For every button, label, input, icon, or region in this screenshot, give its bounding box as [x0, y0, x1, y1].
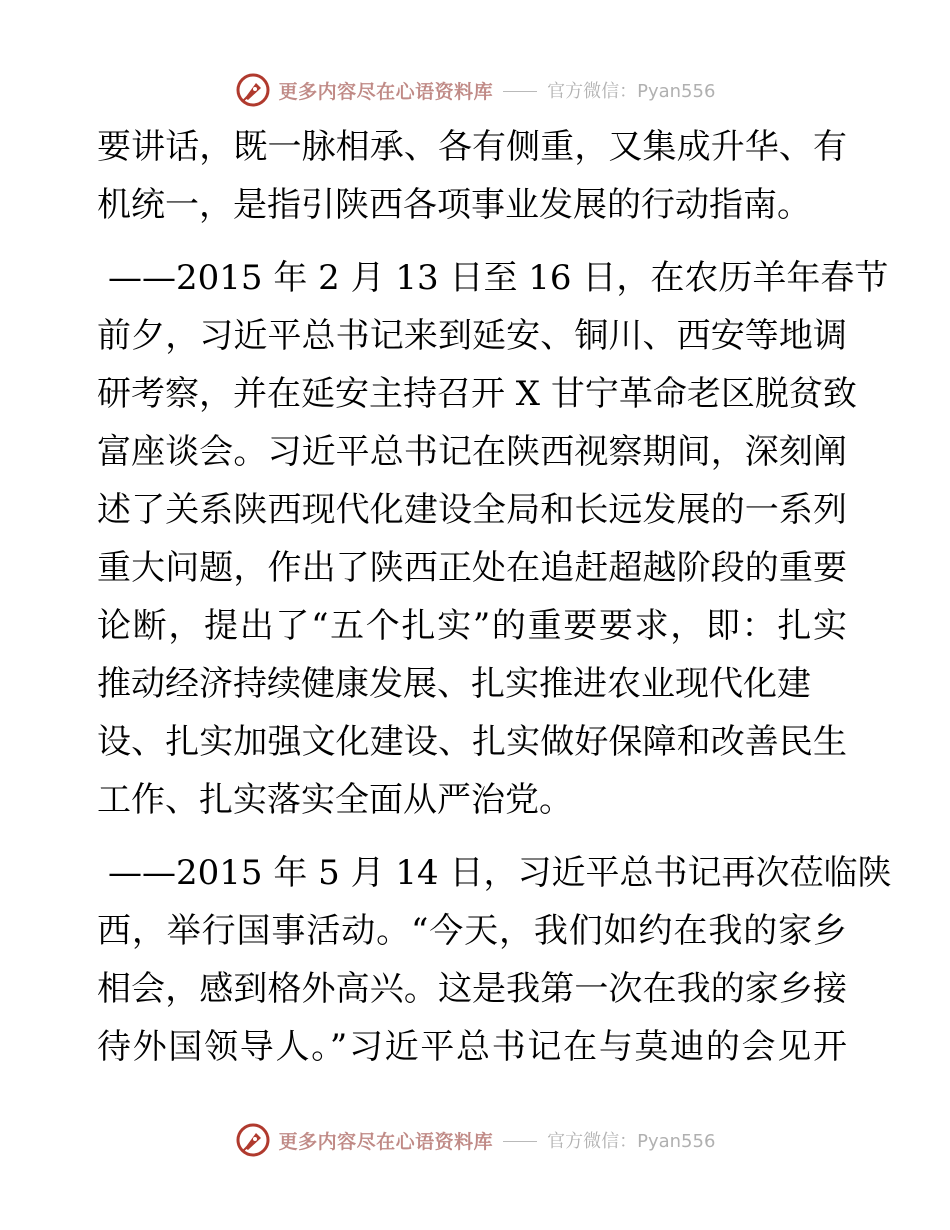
text-line: 机统一，是指引陕西各项事业发展的行动指南。 — [97, 185, 811, 225]
watermark-wechat-text: 官方微信：Pyan556 — [547, 1131, 716, 1152]
text-line: 述了关系陕西现代化建设全局和长远发展的一系列 — [97, 490, 847, 530]
text-line: 工作、扎实落实全面从严治党。 — [97, 780, 573, 820]
text-line: 要讲话，既一脉相承、各有侧重，又集成升华、有 — [97, 127, 847, 167]
text-line: ——2015 年 2 月 13 日至 16 日，在农历羊年春节 — [108, 258, 889, 298]
text-line: 前夕，习近平总书记来到延安、铜川、西安等地调 — [97, 316, 847, 356]
text-line: 设、扎实加强文化建设、扎实做好保障和改善民生 — [97, 722, 847, 762]
text-line: 重大问题，作出了陕西正处在追赶超越阶段的重要 — [97, 548, 847, 588]
pen-nib-circle-icon — [235, 72, 271, 108]
watermark-footer — [0, 1118, 950, 1162]
watermark-header — [0, 68, 950, 112]
text-line: 富座谈会。习近平总书记在陕西视察期间，深刻阐 — [97, 432, 847, 472]
text-line: 相会，感到格外高兴。这是我第一次在我的家乡接 — [97, 969, 847, 1009]
text-line: 推动经济持续健康发展、扎实推进农业现代化建 — [97, 664, 811, 704]
text-line: ——2015 年 5 月 14 日，习近平总书记再次莅临陕 — [108, 853, 892, 893]
watermark-main-text: 更多内容尽在心语资料库 — [278, 1130, 494, 1153]
text-line: 西，举行国事活动。“今天，我们如约在我的家乡 — [97, 911, 847, 951]
watermark-wechat-text: 官方微信：Pyan556 — [547, 81, 716, 102]
pen-nib-circle-icon — [235, 1122, 271, 1158]
text-line: 论断，提出了“五个扎实”的重要要求，即：扎实 — [97, 606, 847, 646]
text-line: 研考察，并在延安主持召开 X 甘宁革命老区脱贫致 — [97, 374, 857, 414]
text-line: 待外国领导人。”习近平总书记在与莫迪的会见开 — [97, 1027, 847, 1067]
watermark-main-text: 更多内容尽在心语资料库 — [278, 80, 494, 103]
watermark-divider — [503, 91, 537, 92]
watermark-divider — [503, 1141, 537, 1142]
